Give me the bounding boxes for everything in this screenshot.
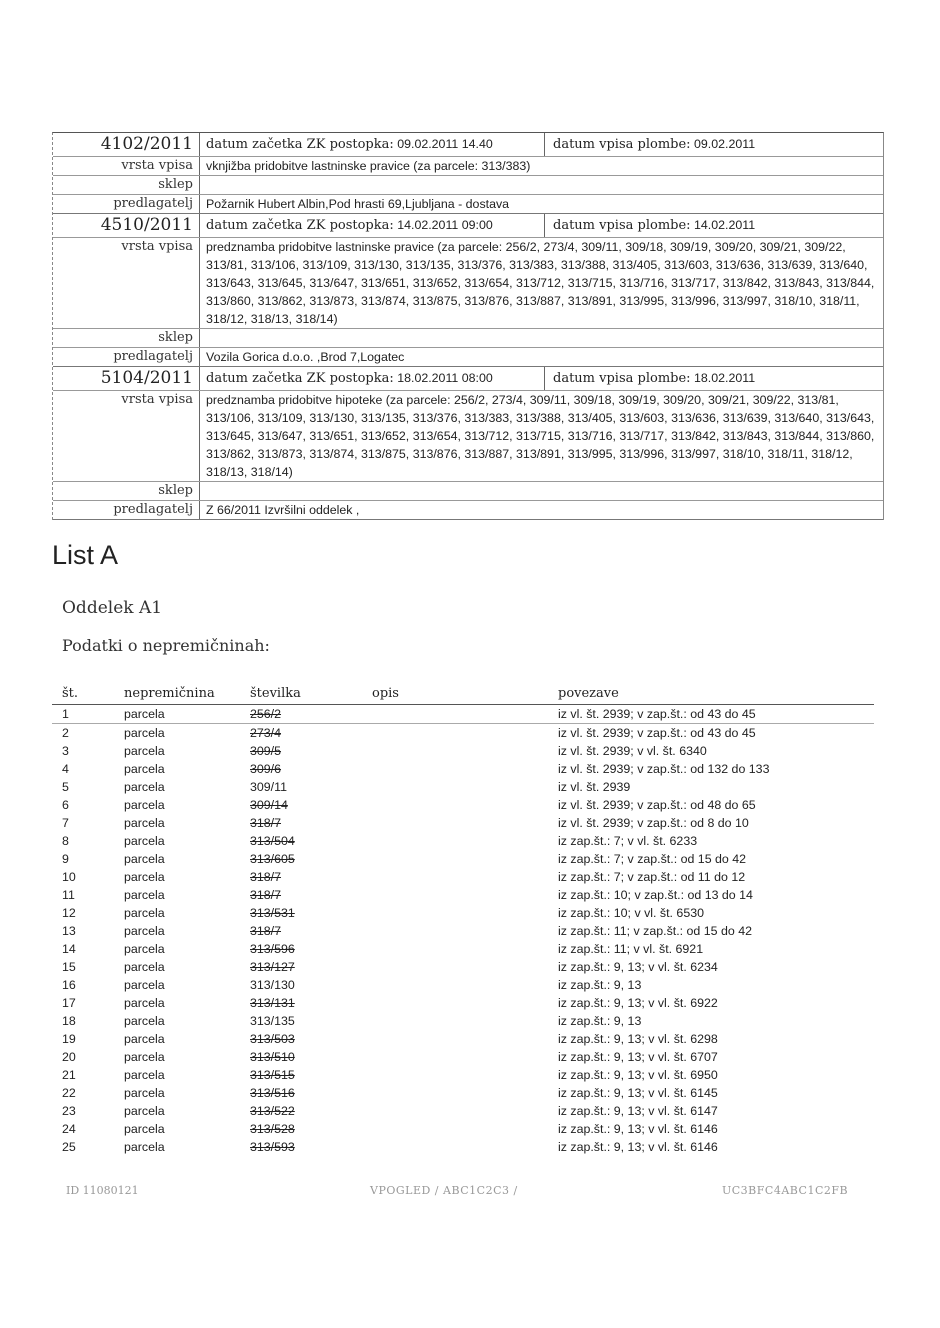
- row-description: [372, 922, 558, 940]
- row-parcel-id: 309/11: [250, 779, 287, 794]
- row-links: iz zap.št.: 9, 13; v vl. št. 6298: [558, 1031, 718, 1046]
- row-links: iz zap.št.: 9, 13; v vl. št. 6147: [558, 1103, 718, 1118]
- row-description: [372, 1066, 558, 1084]
- row-parcel-id: 318/7: [250, 815, 282, 830]
- row-property-type: parcela: [124, 833, 165, 848]
- row-number: 13: [62, 923, 76, 938]
- row-property-type: parcela: [124, 1031, 165, 1046]
- row-links: iz zap.št.: 9, 13; v vl. št. 6234: [558, 959, 718, 974]
- row-links: iz vl. št. 2939; v zap.št.: od 132 do 133: [558, 761, 770, 776]
- row-property-type: parcela: [124, 941, 165, 956]
- table-row: [52, 1030, 874, 1048]
- row-links: iz zap.št.: 7; v zap.št.: od 11 do 12: [558, 869, 746, 884]
- row-number: 9: [62, 851, 69, 866]
- row-links: iz zap.št.: 9, 13: [558, 1013, 642, 1028]
- row-property-type: parcela: [124, 851, 165, 866]
- row-description: [372, 760, 558, 778]
- start-date-label: datum začetka ZK postopka:: [206, 218, 394, 233]
- entry-decision-row: [53, 328, 883, 347]
- row-number: 6: [62, 797, 69, 812]
- row-description: [372, 1084, 558, 1102]
- table-row: [52, 904, 874, 922]
- row-links: iz vl. št. 2939; v vl. št. 6340: [558, 743, 707, 758]
- row-number: 11: [62, 887, 75, 902]
- entry-proposer-label: predlagatelj: [113, 502, 193, 517]
- registry-entry: [53, 133, 883, 214]
- table-row: [52, 886, 874, 904]
- entry-proposer-label: predlagatelj: [113, 349, 193, 364]
- entry-decision-row: [53, 175, 883, 194]
- row-property-type: parcela: [124, 1013, 165, 1028]
- table-row: [52, 1138, 874, 1156]
- row-number: 16: [62, 977, 76, 992]
- table-row: [52, 1120, 874, 1138]
- row-property-type: parcela: [124, 1085, 165, 1100]
- row-parcel-id: 313/593: [250, 1139, 295, 1154]
- row-number: 20: [62, 1049, 76, 1064]
- row-description: [372, 868, 558, 886]
- row-parcel-id: 313/503: [250, 1031, 295, 1046]
- row-number: 14: [62, 941, 76, 956]
- footer-code: UC3BFC4ABC1C2FB: [722, 1184, 849, 1197]
- start-date-label: datum začetka ZK postopka:: [206, 137, 394, 152]
- row-links: iz zap.št.: 9, 13; v vl. št. 6922: [558, 995, 718, 1010]
- table-row: [52, 940, 874, 958]
- row-property-type: parcela: [124, 995, 165, 1010]
- row-parcel-id: 313/515: [250, 1067, 295, 1082]
- start-date: 09.02.2011 14.40: [397, 137, 493, 151]
- row-property-type: parcela: [124, 1067, 165, 1082]
- entry-proposer-row: [53, 194, 883, 213]
- row-number: 10: [62, 869, 76, 884]
- row-property-type: parcela: [124, 959, 165, 974]
- row-parcel-id: 313/596: [250, 941, 295, 956]
- row-links: iz zap.št.: 11; v vl. št. 6921: [558, 941, 704, 956]
- section-subtitle: Podatki o nepremičninah:: [62, 636, 270, 655]
- table-row: [52, 1066, 874, 1084]
- row-description: [372, 850, 558, 868]
- seal-date-label: datum vpisa plombe:: [553, 137, 691, 152]
- entry-number: 4510/2011: [100, 215, 193, 235]
- row-description: [372, 705, 558, 724]
- table-header-row: [52, 684, 874, 705]
- entry-type-text: predznamba pridobitve lastninske pravice (za parcele: 256/2, 273/4, 309/11, 309/18, 309/19, 309/20, 309/21, 309/22, 313/81, 313/106, 313/109, 313/130, 313/135, 313/376, 313/383, 313/388, 313/405, 313/603, 313/636, 313/639, 313/640, 313/643, 313/645, 313/647, 313/651, 313/652, 313/654, 313/712, 313/715, 313/716, 313/717, 313/842, 313/843, 313/844, 313/860, 313/862, 313/873, 313/874, 313/875, 313/876, 313/887, 313/891, 313/995, 313/996, 313/997, 318/10, 318/11, 318/12, 318/13, 318/14): [199, 238, 883, 328]
- row-parcel-id: 313/504: [250, 833, 295, 848]
- row-links: iz zap.št.: 9, 13: [558, 977, 642, 992]
- row-parcel-id: 318/7: [250, 869, 282, 884]
- row-parcel-id: 313/516: [250, 1085, 295, 1100]
- row-number: 7: [62, 815, 69, 830]
- row-number: 1: [52, 705, 124, 724]
- row-description: [372, 1030, 558, 1048]
- row-property-type: parcela: [124, 887, 165, 902]
- table-row: [52, 958, 874, 976]
- header-description: opis: [372, 684, 558, 705]
- row-links: iz zap.št.: 10; v vl. št. 6530: [558, 905, 705, 920]
- row-number: 25: [62, 1139, 76, 1154]
- row-description: [372, 1120, 558, 1138]
- entry-proposer-label: predlagatelj: [113, 196, 193, 211]
- row-description: [372, 886, 558, 904]
- table-row: [52, 922, 874, 940]
- entry-type-row: [53, 237, 883, 328]
- row-links: iz zap.št.: 9, 13; v vl. št. 6146: [558, 1139, 718, 1154]
- row-number: 17: [62, 995, 76, 1010]
- row-links: iz vl. št. 2939; v zap.št.: od 8 do 10: [558, 815, 749, 830]
- row-parcel-id: 318/7: [250, 887, 282, 902]
- row-number: 5: [62, 779, 69, 794]
- entry-proposer-text: Z 66/2011 Izvršilni oddelek ,: [199, 501, 883, 519]
- entry-decision-row: [53, 481, 883, 500]
- header-id: številka: [250, 684, 372, 705]
- table-row: [52, 868, 874, 886]
- entry-type-row: [53, 390, 883, 481]
- row-property-type: parcela: [124, 923, 165, 938]
- row-number: 22: [62, 1085, 76, 1100]
- registry-entry: [53, 367, 883, 520]
- row-parcel-id: 313/522: [250, 1103, 295, 1118]
- row-parcel-id: 309/5: [250, 743, 282, 758]
- entry-proposer-row: [53, 500, 883, 519]
- row-links: iz zap.št.: 11; v zap.št.: od 15 do 42: [558, 923, 753, 938]
- entry-proposer-row: [53, 347, 883, 366]
- entry-decision-text: [199, 176, 883, 194]
- row-description: [372, 796, 558, 814]
- registry-entry: [53, 214, 883, 367]
- entry-decision-text: [199, 482, 883, 500]
- header-property: nepremičnina: [124, 684, 250, 705]
- row-description: [372, 940, 558, 958]
- entry-type-label: vrsta vpisa: [121, 158, 193, 173]
- row-property-type: parcela: [124, 977, 165, 992]
- row-description: [372, 976, 558, 994]
- entry-number: 5104/2011: [100, 368, 193, 388]
- table-row: [52, 760, 874, 778]
- row-parcel-id: 273/4: [250, 725, 282, 740]
- start-date-label: datum začetka ZK postopka:: [206, 371, 394, 386]
- row-description: [372, 994, 558, 1012]
- table-row: [52, 1012, 874, 1030]
- row-property-type: parcela: [124, 743, 165, 758]
- table-row: [52, 796, 874, 814]
- row-parcel-id: 309/14: [250, 797, 288, 812]
- row-parcel-id: 318/7: [250, 923, 282, 938]
- entry-proposer-text: Vozila Gorica d.o.o. ,Brod 7,Logatec: [199, 348, 883, 366]
- table-row: [52, 850, 874, 868]
- table-row: [52, 705, 874, 724]
- row-links: iz vl. št. 2939: [558, 779, 631, 794]
- entry-header: [53, 367, 883, 390]
- seal-date: 18.02.2011: [694, 371, 756, 385]
- table-row: [52, 778, 874, 796]
- row-description: [372, 832, 558, 850]
- row-property-type: parcela: [124, 705, 250, 724]
- start-date: 18.02.2011 08:00: [397, 371, 493, 385]
- table-row: [52, 1084, 874, 1102]
- row-property-type: parcela: [124, 815, 165, 830]
- entry-type-label: vrsta vpisa: [121, 239, 193, 254]
- entry-decision-label: sklep: [158, 177, 193, 192]
- section-title: Oddelek A1: [62, 598, 163, 618]
- row-number: 12: [62, 905, 76, 920]
- seal-date: 09.02.2011: [694, 137, 756, 151]
- page-footer: [0, 1184, 940, 1204]
- entry-type-text: predznamba pridobitve hipoteke (za parcele: 256/2, 273/4, 309/11, 309/18, 309/19, 309/20, 309/21, 309/22, 313/81, 313/106, 313/109, 313/130, 313/135, 313/376, 313/383, 313/388, 313/405, 313/603, 313/636, 313/639, 313/640, 313/643, 313/645, 313/647, 313/651, 313/652, 313/654, 313/712, 313/715, 313/716, 313/717, 313/842, 313/843, 313/844, 313/860, 313/862, 313/873, 313/874, 313/875, 313/876, 313/887, 313/891, 313/995, 313/996, 313/997, 318/10, 318/11, 318/12, 318/13, 318/14): [199, 391, 883, 481]
- seal-date: 14.02.2011: [694, 218, 756, 232]
- row-number: 21: [62, 1067, 76, 1082]
- row-parcel-id: 313/127: [250, 959, 295, 974]
- row-description: [372, 958, 558, 976]
- row-links: iz zap.št.: 9, 13; v vl. št. 6146: [558, 1121, 718, 1136]
- table-row: [52, 742, 874, 760]
- entry-header: [53, 214, 883, 237]
- row-parcel-id: 313/130: [250, 977, 295, 992]
- row-number: 4: [62, 761, 69, 776]
- row-property-type: parcela: [124, 779, 165, 794]
- entry-header: [53, 133, 883, 156]
- seal-date-label: datum vpisa plombe:: [553, 218, 691, 233]
- entry-type-text: vknjižba pridobitve lastninske pravice (za parcele: 313/383): [199, 157, 883, 175]
- row-number: 18: [62, 1013, 76, 1028]
- row-property-type: parcela: [124, 1139, 165, 1154]
- table-row: [52, 814, 874, 832]
- row-parcel-id: 313/131: [250, 995, 295, 1010]
- entry-decision-label: sklep: [158, 483, 193, 498]
- row-links: iz zap.št.: 7; v zap.št.: od 15 do 42: [558, 851, 747, 866]
- table-row: [52, 1048, 874, 1066]
- row-description: [372, 1012, 558, 1030]
- row-number: 24: [62, 1121, 76, 1136]
- land-registry-entries: [52, 132, 884, 520]
- row-links: iz vl. št. 2939; v zap.št.: od 48 do 65: [558, 797, 756, 812]
- row-parcel-id: 313/528: [250, 1121, 295, 1136]
- row-property-type: parcela: [124, 1049, 165, 1064]
- table-row: [52, 994, 874, 1012]
- row-description: [372, 1138, 558, 1156]
- row-parcel-id: 313/531: [250, 905, 295, 920]
- row-description: [372, 742, 558, 760]
- row-links: iz zap.št.: 9, 13; v vl. št. 6950: [558, 1067, 718, 1082]
- table-row: [52, 832, 874, 850]
- row-number: 15: [62, 959, 76, 974]
- row-links: iz zap.št.: 9, 13; v vl. št. 6707: [558, 1049, 718, 1064]
- row-links: iz vl. št. 2939; v zap.št.: od 43 do 45: [558, 725, 756, 740]
- entry-proposer-text: Požarnik Hubert Albin,Pod hrasti 69,Ljubljana - dostava: [199, 195, 883, 213]
- row-links: iz zap.št.: 9, 13; v vl. št. 6145: [558, 1085, 718, 1100]
- row-links: iz zap.št.: 10; v zap.št.: od 13 do 14: [558, 887, 753, 902]
- row-parcel-id: 313/605: [250, 851, 295, 866]
- row-parcel-id: 313/135: [250, 1013, 295, 1028]
- list-title: List A: [52, 540, 119, 570]
- start-date: 14.02.2011 09:00: [397, 218, 493, 232]
- entry-type-label: vrsta vpisa: [121, 392, 193, 407]
- header-links: povezave: [558, 684, 874, 705]
- entry-decision-text: [199, 329, 883, 347]
- row-description: [372, 724, 558, 743]
- row-description: [372, 814, 558, 832]
- row-description: [372, 1102, 558, 1120]
- row-property-type: parcela: [124, 1103, 165, 1118]
- table-row: [52, 724, 874, 743]
- row-links: iz vl. št. 2939; v zap.št.: od 43 do 45: [558, 705, 874, 724]
- row-property-type: parcela: [124, 761, 165, 776]
- seal-date-label: datum vpisa plombe:: [553, 371, 691, 386]
- row-property-type: parcela: [124, 905, 165, 920]
- row-number: 19: [62, 1031, 76, 1046]
- row-number: 3: [62, 743, 69, 758]
- row-property-type: parcela: [124, 869, 165, 884]
- row-property-type: parcela: [124, 725, 165, 740]
- table-row: [52, 1102, 874, 1120]
- entry-type-row: [53, 156, 883, 175]
- row-number: 2: [62, 725, 69, 740]
- row-parcel-id: 256/2: [250, 705, 372, 724]
- header-number: št.: [52, 684, 124, 705]
- row-parcel-id: 313/510: [250, 1049, 295, 1064]
- row-property-type: parcela: [124, 797, 165, 812]
- property-table: [52, 684, 874, 1156]
- entry-decision-label: sklep: [158, 330, 193, 345]
- row-number: 8: [62, 833, 69, 848]
- row-property-type: parcela: [124, 1121, 165, 1136]
- entry-number: 4102/2011: [100, 134, 193, 154]
- row-description: [372, 778, 558, 796]
- row-parcel-id: 309/6: [250, 761, 282, 776]
- row-links: iz zap.št.: 7; v vl. št. 6233: [558, 833, 698, 848]
- table-row: [52, 976, 874, 994]
- row-description: [372, 904, 558, 922]
- row-description: [372, 1048, 558, 1066]
- footer-view: VPOGLED / ABC1C2C3 /: [370, 1184, 518, 1197]
- footer-id: ID 11080121: [66, 1184, 139, 1197]
- row-number: 23: [62, 1103, 76, 1118]
